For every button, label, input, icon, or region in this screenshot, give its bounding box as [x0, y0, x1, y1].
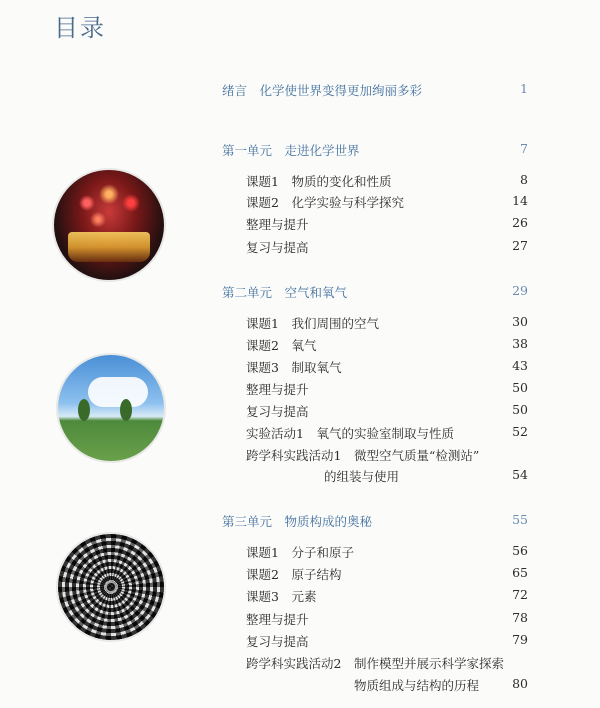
molecular-structure-photo — [58, 534, 164, 640]
toc-unit-heading[interactable] — [222, 283, 528, 303]
toc-page-number: 8 — [520, 172, 528, 187]
toc-label: 的组装与使用 — [324, 469, 400, 484]
toc-label: 课题3 元素 — [246, 589, 317, 604]
toc-label: 整理与提升 — [246, 217, 309, 232]
toc-page-number: 54 — [512, 467, 528, 482]
toc-entry[interactable] — [246, 238, 528, 258]
toc-page-number: 26 — [512, 215, 528, 230]
toc-entry[interactable] — [246, 632, 528, 652]
toc-label: 复习与提高 — [246, 634, 309, 649]
toc-entry[interactable] — [246, 446, 528, 466]
toc-entry[interactable] — [246, 336, 528, 356]
toc-page-number: 80 — [512, 676, 528, 691]
toc-label: 物质组成与结构的历程 — [354, 678, 480, 693]
toc-entry[interactable] — [246, 543, 528, 563]
tree-shape — [78, 399, 90, 421]
toc-page-number: 43 — [512, 358, 528, 373]
toc-page-number: 50 — [512, 402, 528, 417]
toc-entry[interactable] — [246, 565, 528, 585]
illuminated-stage — [68, 232, 150, 262]
toc-label: 复习与提高 — [246, 404, 309, 419]
toc-label: 跨学科实践活动2 制作模型并展示科学家探索 — [246, 656, 504, 671]
toc-label: 课题2 原子结构 — [246, 567, 342, 582]
toc-unit-heading[interactable] — [222, 512, 528, 532]
toc-label: 第二单元 空气和氧气 — [222, 285, 348, 300]
toc-label: 第三单元 物质构成的奥秘 — [222, 514, 373, 529]
toc-page-number: 14 — [512, 193, 528, 208]
toc-label: 整理与提升 — [246, 382, 309, 397]
toc-page-number: 65 — [512, 565, 528, 580]
toc-entry-continuation[interactable] — [354, 676, 528, 696]
toc-label: 课题2 氧气 — [246, 338, 317, 353]
toc-label: 第一单元 走进化学世界 — [222, 143, 360, 158]
toc-entry[interactable] — [246, 380, 528, 400]
toc-page-number: 50 — [512, 380, 528, 395]
toc-page-number: 55 — [512, 512, 528, 527]
toc-entry[interactable] — [246, 424, 528, 444]
toc-page-number: 29 — [512, 283, 528, 298]
cloud-shape — [88, 377, 148, 407]
toc-label: 跨学科实践活动1 微型空气质量“检测站” — [246, 448, 480, 463]
toc-page-number: 1 — [520, 81, 528, 96]
toc-label: 课题1 分子和原子 — [246, 545, 354, 560]
toc-entry[interactable] — [246, 358, 528, 378]
toc-label: 课题2 化学实验与科学探究 — [246, 195, 404, 210]
toc-page-number: 79 — [512, 632, 528, 647]
toc-prelude[interactable] — [222, 81, 528, 101]
toc-page-number: 78 — [512, 610, 528, 625]
toc-label: 绪言 化学使世界变得更加绚丽多彩 — [222, 83, 423, 98]
toc-entry[interactable] — [246, 654, 528, 674]
toc-entry[interactable] — [246, 587, 528, 607]
toc-page-number: 27 — [512, 238, 528, 253]
toc-page-number: 52 — [512, 424, 528, 439]
toc-page-number: 56 — [512, 543, 528, 558]
fireworks-photo — [54, 170, 164, 280]
toc-label: 实验活动1 氧气的实验室制取与性质 — [246, 426, 454, 441]
toc-unit-heading[interactable] — [222, 141, 528, 161]
toc-label: 课题1 物质的变化和性质 — [246, 174, 392, 189]
toc-page-number: 38 — [512, 336, 528, 351]
toc-label: 整理与提升 — [246, 612, 309, 627]
tree-shape — [120, 399, 132, 421]
toc-entry[interactable] — [246, 402, 528, 422]
toc-entry[interactable] — [246, 172, 528, 192]
toc-page-number: 30 — [512, 314, 528, 329]
toc-entry[interactable] — [246, 314, 528, 334]
toc-label: 课题1 我们周围的空气 — [246, 316, 379, 331]
toc-entry[interactable] — [246, 193, 528, 213]
toc-label: 课题3 制取氧气 — [246, 360, 342, 375]
toc-page-number: 72 — [512, 587, 528, 602]
sky-landscape-photo — [58, 355, 164, 461]
toc-entry[interactable] — [246, 610, 528, 630]
toc-entry[interactable] — [246, 215, 528, 235]
toc-page-number: 7 — [520, 141, 528, 156]
page-title: 目录 — [54, 14, 106, 42]
toc-label: 复习与提高 — [246, 240, 309, 255]
toc-entry-continuation[interactable] — [324, 467, 528, 487]
